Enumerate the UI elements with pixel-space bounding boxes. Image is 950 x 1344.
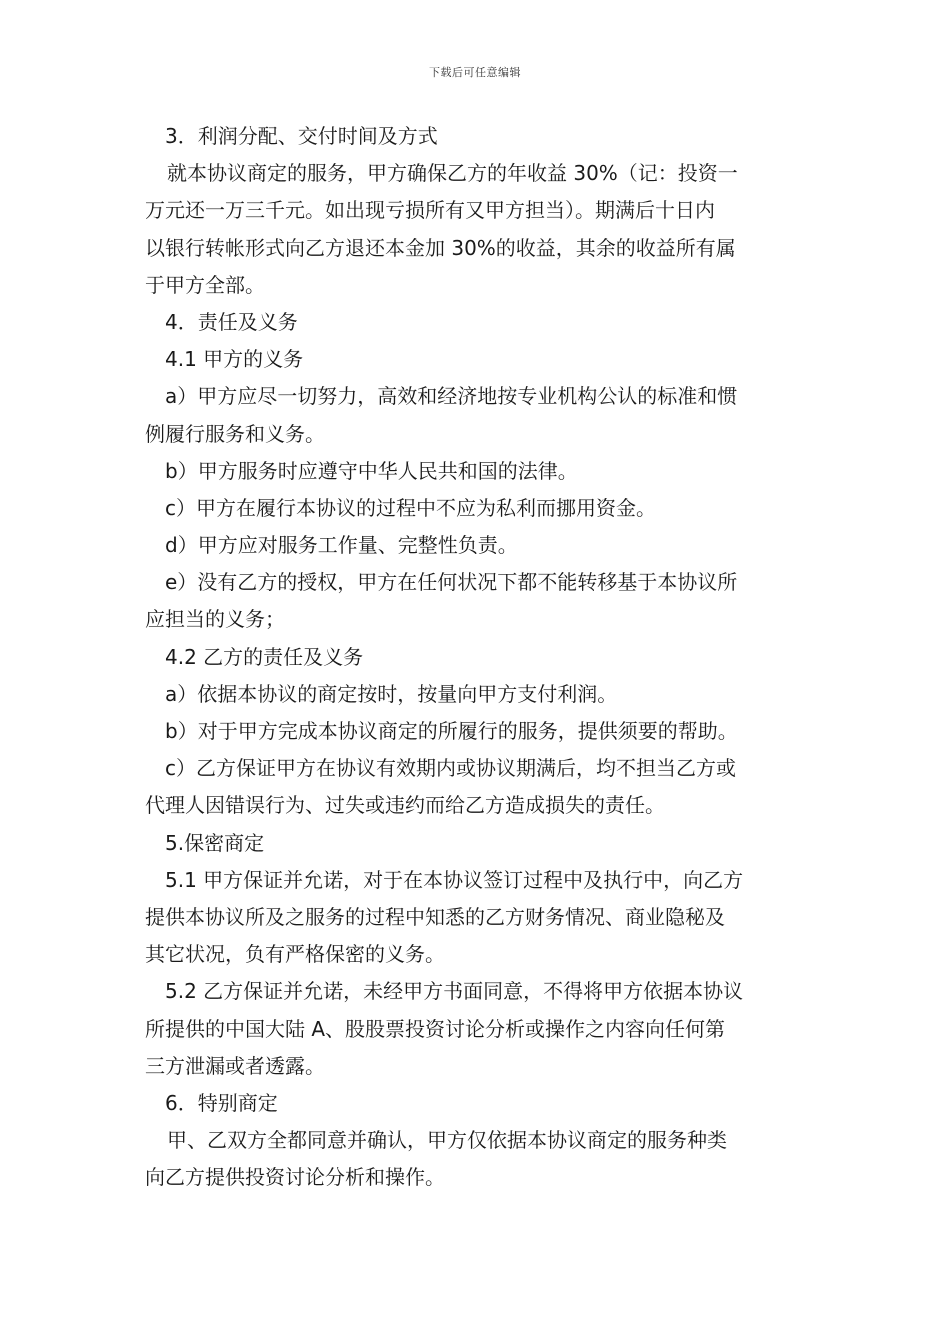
text-line: b）甲方服务时应遵守中华人民共和国的法律。 <box>165 458 578 483</box>
text-line: c）甲方在履行本协议的过程中不应为私利而挪用资金。 <box>165 495 656 520</box>
text-line: 5.保密商定 <box>165 830 265 855</box>
text-line: c）乙方保证甲方在协议有效期内或协议期满后，均不担当乙方或 <box>165 756 736 781</box>
text-line: 代理人因错误行为、过失或违约而给乙方造成损失的责任。 <box>145 793 665 818</box>
text-line: 4．责任及义务 <box>165 309 298 334</box>
text-line: 5.1 甲方保证并允诺，对于在本协议签订过程中及执行中，向乙方 <box>165 867 744 892</box>
text-line: 三方泄漏或者透露。 <box>145 1053 325 1078</box>
text-line: 其它状况，负有严格保密的义务。 <box>145 942 445 967</box>
text-line: 提供本协议所及之服务的过程中知悉的乙方财务情况、商业隐秘及 <box>145 904 725 929</box>
text-line: a）甲方应尽一切努力，高效和经济地按专业机构公认的标准和惯 <box>165 384 738 409</box>
document-body <box>145 118 809 1196</box>
text-line: 万元还一万三千元。如出现亏损所有又甲方担当）。期满后十日内 <box>145 198 715 223</box>
text-line: 4.1 甲方的义务 <box>165 347 304 372</box>
text-line: 向乙方提供投资讨论分析和操作。 <box>145 1165 445 1190</box>
text-line: 于甲方全部。 <box>145 272 265 297</box>
text-line: 就本协议商定的服务，甲方确保乙方的年收益 30%（记：投资一 <box>167 161 738 186</box>
text-line: 3．利润分配、交付时间及方式 <box>165 124 438 148</box>
page-header: 下载后可任意编辑 <box>429 66 521 79</box>
text-line: a）依据本协议的商定按时，按量向甲方支付利润。 <box>165 681 618 706</box>
text-line: 甲、乙双方全都同意并确认，甲方仅依据本协议商定的服务种类 <box>167 1128 727 1153</box>
text-line: 4.2 乙方的责任及义务 <box>165 644 364 669</box>
text-line: 所提供的中国大陆 A、股股票投资讨论分析或操作之内容向任何第 <box>145 1016 726 1041</box>
text-line: d）甲方应对服务工作量、完整性负责。 <box>165 533 518 558</box>
text-line: b）对于甲方完成本协议商定的所履行的服务，提供须要的帮助。 <box>165 719 738 743</box>
text-line: 5.2 乙方保证并允诺，未经甲方书面同意，不得将甲方依据本协议 <box>165 979 744 1004</box>
text-line: 应担当的义务； <box>145 607 285 632</box>
text-line: e）没有乙方的授权，甲方在任何状况下都不能转移基于本协议所 <box>165 570 738 595</box>
text-line: 6．特别商定 <box>165 1090 278 1115</box>
text-line: 例履行服务和义务。 <box>145 421 325 446</box>
text-line: 以银行转帐形式向乙方退还本金加 30%的收益，其余的收益所有属 <box>145 235 736 260</box>
